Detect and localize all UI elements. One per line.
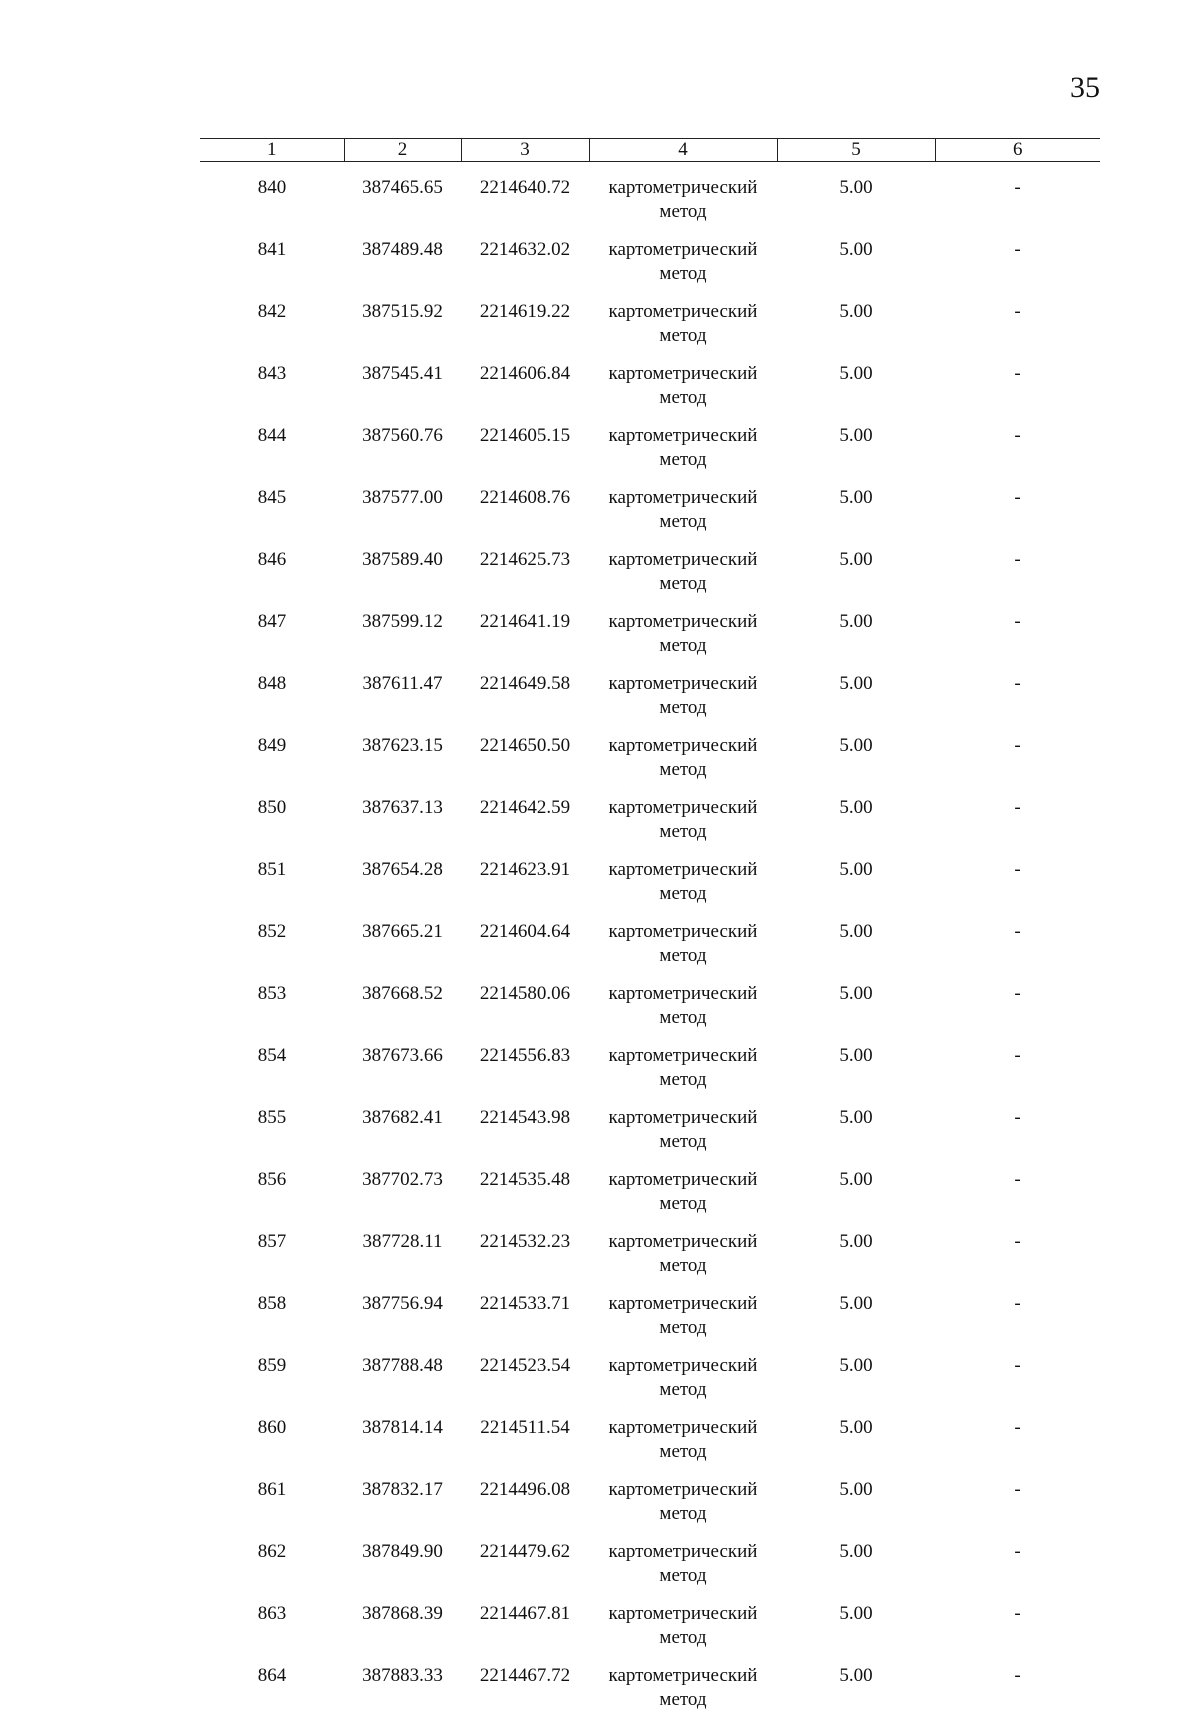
table-row <box>200 1278 1100 1340</box>
table-header <box>200 139 1100 162</box>
method-cell <box>589 1030 777 1092</box>
point-number-cell: 854 <box>200 1030 344 1092</box>
x-coordinate-cell: 387849.90 <box>344 1526 461 1588</box>
table-body <box>200 162 1100 1712</box>
column-header-6: 6 <box>935 139 1100 162</box>
method-cell <box>589 472 777 534</box>
table-row <box>200 348 1100 410</box>
point-number-cell: 862 <box>200 1526 344 1588</box>
method-cell <box>589 968 777 1030</box>
table-row <box>200 286 1100 348</box>
method-line-1: картометрический <box>589 796 777 820</box>
description-cell: - <box>935 906 1100 968</box>
description-cell: - <box>935 658 1100 720</box>
y-coordinate-cell: 2214496.08 <box>461 1464 589 1526</box>
description-cell: - <box>935 1030 1100 1092</box>
method-line-1: картометрический <box>589 1292 777 1316</box>
point-number-cell: 863 <box>200 1588 344 1650</box>
table-row <box>200 782 1100 844</box>
method-line-1: картометрический <box>589 1168 777 1192</box>
method-cell <box>589 1402 777 1464</box>
x-coordinate-cell: 387883.33 <box>344 1650 461 1712</box>
x-coordinate-cell: 387682.41 <box>344 1092 461 1154</box>
method-line-1: картометрический <box>589 176 777 200</box>
x-coordinate-cell: 387515.92 <box>344 286 461 348</box>
method-cell <box>589 844 777 906</box>
method-line-1: картометрический <box>589 1230 777 1254</box>
point-number-cell: 843 <box>200 348 344 410</box>
method-line-2: метод <box>589 448 777 472</box>
x-coordinate-cell: 387868.39 <box>344 1588 461 1650</box>
accuracy-cell: 5.00 <box>777 782 935 844</box>
y-coordinate-cell: 2214642.59 <box>461 782 589 844</box>
x-coordinate-cell: 387673.66 <box>344 1030 461 1092</box>
method-line-2: метод <box>589 758 777 782</box>
method-line-1: картометрический <box>589 1664 777 1688</box>
description-cell: - <box>935 1650 1100 1712</box>
accuracy-cell: 5.00 <box>777 348 935 410</box>
description-cell: - <box>935 782 1100 844</box>
y-coordinate-cell: 2214625.73 <box>461 534 589 596</box>
x-coordinate-cell: 387489.48 <box>344 224 461 286</box>
table-row <box>200 720 1100 782</box>
column-header-5: 5 <box>777 139 935 162</box>
description-cell: - <box>935 224 1100 286</box>
table-row <box>200 1588 1100 1650</box>
coordinates-table <box>200 138 1100 1712</box>
y-coordinate-cell: 2214511.54 <box>461 1402 589 1464</box>
x-coordinate-cell: 387654.28 <box>344 844 461 906</box>
y-coordinate-cell: 2214632.02 <box>461 224 589 286</box>
method-line-1: картометрический <box>589 548 777 572</box>
y-coordinate-cell: 2214604.64 <box>461 906 589 968</box>
point-number-cell: 860 <box>200 1402 344 1464</box>
method-cell <box>589 534 777 596</box>
table-row <box>200 162 1100 225</box>
x-coordinate-cell: 387728.11 <box>344 1216 461 1278</box>
description-cell: - <box>935 720 1100 782</box>
method-line-2: метод <box>589 1378 777 1402</box>
method-line-1: картометрический <box>589 920 777 944</box>
table-row <box>200 1402 1100 1464</box>
method-cell <box>589 348 777 410</box>
description-cell: - <box>935 1154 1100 1216</box>
method-cell <box>589 1588 777 1650</box>
table-row <box>200 844 1100 906</box>
x-coordinate-cell: 387623.15 <box>344 720 461 782</box>
table-row <box>200 1526 1100 1588</box>
point-number-cell: 858 <box>200 1278 344 1340</box>
accuracy-cell: 5.00 <box>777 1650 935 1712</box>
point-number-cell: 857 <box>200 1216 344 1278</box>
column-header-3: 3 <box>461 139 589 162</box>
y-coordinate-cell: 2214523.54 <box>461 1340 589 1402</box>
method-line-2: метод <box>589 944 777 968</box>
point-number-cell: 849 <box>200 720 344 782</box>
method-line-2: метод <box>589 1688 777 1712</box>
table-row <box>200 1650 1100 1712</box>
accuracy-cell: 5.00 <box>777 162 935 225</box>
method-line-2: метод <box>589 510 777 534</box>
table-row <box>200 1092 1100 1154</box>
point-number-cell: 856 <box>200 1154 344 1216</box>
x-coordinate-cell: 387668.52 <box>344 968 461 1030</box>
table-row <box>200 1030 1100 1092</box>
accuracy-cell: 5.00 <box>777 410 935 472</box>
x-coordinate-cell: 387577.00 <box>344 472 461 534</box>
accuracy-cell: 5.00 <box>777 1588 935 1650</box>
x-coordinate-cell: 387665.21 <box>344 906 461 968</box>
table-row <box>200 224 1100 286</box>
y-coordinate-cell: 2214533.71 <box>461 1278 589 1340</box>
point-number-cell: 842 <box>200 286 344 348</box>
y-coordinate-cell: 2214640.72 <box>461 162 589 225</box>
description-cell: - <box>935 162 1100 225</box>
table-row <box>200 1340 1100 1402</box>
method-cell <box>589 1526 777 1588</box>
method-line-2: метод <box>589 1192 777 1216</box>
column-header-2: 2 <box>344 139 461 162</box>
description-cell: - <box>935 1216 1100 1278</box>
method-line-1: картометрический <box>589 1540 777 1564</box>
point-number-cell: 841 <box>200 224 344 286</box>
point-number-cell: 851 <box>200 844 344 906</box>
description-cell: - <box>935 968 1100 1030</box>
description-cell: - <box>935 1588 1100 1650</box>
x-coordinate-cell: 387637.13 <box>344 782 461 844</box>
table-row <box>200 968 1100 1030</box>
x-coordinate-cell: 387756.94 <box>344 1278 461 1340</box>
y-coordinate-cell: 2214535.48 <box>461 1154 589 1216</box>
y-coordinate-cell: 2214479.62 <box>461 1526 589 1588</box>
point-number-cell: 848 <box>200 658 344 720</box>
table-row <box>200 1154 1100 1216</box>
description-cell: - <box>935 472 1100 534</box>
x-coordinate-cell: 387589.40 <box>344 534 461 596</box>
method-line-2: метод <box>589 1068 777 1092</box>
accuracy-cell: 5.00 <box>777 906 935 968</box>
method-cell <box>589 720 777 782</box>
description-cell: - <box>935 410 1100 472</box>
description-cell: - <box>935 1464 1100 1526</box>
method-line-1: картометрический <box>589 1044 777 1068</box>
description-cell: - <box>935 844 1100 906</box>
method-cell <box>589 1278 777 1340</box>
point-number-cell: 855 <box>200 1092 344 1154</box>
method-line-1: картометрический <box>589 1602 777 1626</box>
method-line-1: картометрический <box>589 982 777 1006</box>
accuracy-cell: 5.00 <box>777 1092 935 1154</box>
accuracy-cell: 5.00 <box>777 1402 935 1464</box>
y-coordinate-cell: 2214606.84 <box>461 348 589 410</box>
point-number-cell: 853 <box>200 968 344 1030</box>
method-cell <box>589 596 777 658</box>
method-line-2: метод <box>589 882 777 906</box>
y-coordinate-cell: 2214467.72 <box>461 1650 589 1712</box>
point-number-cell: 852 <box>200 906 344 968</box>
y-coordinate-cell: 2214532.23 <box>461 1216 589 1278</box>
x-coordinate-cell: 387788.48 <box>344 1340 461 1402</box>
method-line-1: картометрический <box>589 672 777 696</box>
method-line-1: картометрический <box>589 734 777 758</box>
y-coordinate-cell: 2214605.15 <box>461 410 589 472</box>
method-line-2: метод <box>589 1006 777 1030</box>
point-number-cell: 864 <box>200 1650 344 1712</box>
description-cell: - <box>935 348 1100 410</box>
method-line-2: метод <box>589 324 777 348</box>
point-number-cell: 846 <box>200 534 344 596</box>
y-coordinate-cell: 2214556.83 <box>461 1030 589 1092</box>
y-coordinate-cell: 2214608.76 <box>461 472 589 534</box>
x-coordinate-cell: 387611.47 <box>344 658 461 720</box>
method-cell <box>589 162 777 225</box>
method-line-2: метод <box>589 386 777 410</box>
column-header-1: 1 <box>200 139 344 162</box>
point-number-cell: 840 <box>200 162 344 225</box>
point-number-cell: 844 <box>200 410 344 472</box>
method-cell <box>589 1650 777 1712</box>
column-header-4: 4 <box>589 139 777 162</box>
accuracy-cell: 5.00 <box>777 720 935 782</box>
table-row <box>200 906 1100 968</box>
method-line-2: метод <box>589 634 777 658</box>
accuracy-cell: 5.00 <box>777 1464 935 1526</box>
method-line-2: метод <box>589 1316 777 1340</box>
description-cell: - <box>935 1092 1100 1154</box>
method-line-1: картометрический <box>589 424 777 448</box>
accuracy-cell: 5.00 <box>777 596 935 658</box>
table-row <box>200 658 1100 720</box>
method-cell <box>589 906 777 968</box>
accuracy-cell: 5.00 <box>777 968 935 1030</box>
x-coordinate-cell: 387560.76 <box>344 410 461 472</box>
method-cell <box>589 224 777 286</box>
point-number-cell: 850 <box>200 782 344 844</box>
description-cell: - <box>935 1278 1100 1340</box>
point-number-cell: 859 <box>200 1340 344 1402</box>
method-line-1: картометрический <box>589 300 777 324</box>
y-coordinate-cell: 2214580.06 <box>461 968 589 1030</box>
header-row <box>200 139 1100 162</box>
table-row <box>200 534 1100 596</box>
method-line-1: картометрический <box>589 238 777 262</box>
method-line-2: метод <box>589 1440 777 1464</box>
method-line-2: метод <box>589 696 777 720</box>
method-line-1: картометрический <box>589 1354 777 1378</box>
description-cell: - <box>935 1340 1100 1402</box>
description-cell: - <box>935 1526 1100 1588</box>
method-line-1: картометрический <box>589 1106 777 1130</box>
method-line-1: картометрический <box>589 1478 777 1502</box>
method-cell <box>589 1464 777 1526</box>
accuracy-cell: 5.00 <box>777 224 935 286</box>
method-cell <box>589 658 777 720</box>
y-coordinate-cell: 2214649.58 <box>461 658 589 720</box>
method-line-2: метод <box>589 262 777 286</box>
accuracy-cell: 5.00 <box>777 1030 935 1092</box>
method-line-1: картометрический <box>589 1416 777 1440</box>
x-coordinate-cell: 387599.12 <box>344 596 461 658</box>
point-number-cell: 845 <box>200 472 344 534</box>
method-cell <box>589 782 777 844</box>
x-coordinate-cell: 387545.41 <box>344 348 461 410</box>
method-cell <box>589 1216 777 1278</box>
method-cell <box>589 286 777 348</box>
accuracy-cell: 5.00 <box>777 658 935 720</box>
method-line-2: метод <box>589 1626 777 1650</box>
method-line-1: картометрический <box>589 610 777 634</box>
method-line-2: метод <box>589 820 777 844</box>
accuracy-cell: 5.00 <box>777 286 935 348</box>
x-coordinate-cell: 387832.17 <box>344 1464 461 1526</box>
table-row <box>200 410 1100 472</box>
method-line-2: метод <box>589 1564 777 1588</box>
method-line-2: метод <box>589 1254 777 1278</box>
method-cell <box>589 1154 777 1216</box>
table-row <box>200 472 1100 534</box>
method-line-1: картометрический <box>589 858 777 882</box>
method-cell <box>589 1092 777 1154</box>
y-coordinate-cell: 2214650.50 <box>461 720 589 782</box>
method-line-2: метод <box>589 1502 777 1526</box>
accuracy-cell: 5.00 <box>777 1526 935 1588</box>
table-row <box>200 596 1100 658</box>
method-line-2: метод <box>589 572 777 596</box>
point-number-cell: 847 <box>200 596 344 658</box>
method-line-1: картометрический <box>589 362 777 386</box>
description-cell: - <box>935 1402 1100 1464</box>
accuracy-cell: 5.00 <box>777 534 935 596</box>
point-number-cell: 861 <box>200 1464 344 1526</box>
accuracy-cell: 5.00 <box>777 1278 935 1340</box>
page-number: 35 <box>1000 68 1100 108</box>
description-cell: - <box>935 534 1100 596</box>
table-row <box>200 1216 1100 1278</box>
description-cell: - <box>935 286 1100 348</box>
y-coordinate-cell: 2214641.19 <box>461 596 589 658</box>
y-coordinate-cell: 2214543.98 <box>461 1092 589 1154</box>
method-line-2: метод <box>589 1130 777 1154</box>
method-line-2: метод <box>589 200 777 224</box>
y-coordinate-cell: 2214619.22 <box>461 286 589 348</box>
method-cell <box>589 1340 777 1402</box>
method-line-1: картометрический <box>589 486 777 510</box>
description-cell: - <box>935 596 1100 658</box>
accuracy-cell: 5.00 <box>777 844 935 906</box>
table-row <box>200 1464 1100 1526</box>
accuracy-cell: 5.00 <box>777 1340 935 1402</box>
x-coordinate-cell: 387814.14 <box>344 1402 461 1464</box>
y-coordinate-cell: 2214623.91 <box>461 844 589 906</box>
accuracy-cell: 5.00 <box>777 472 935 534</box>
y-coordinate-cell: 2214467.81 <box>461 1588 589 1650</box>
x-coordinate-cell: 387465.65 <box>344 162 461 225</box>
x-coordinate-cell: 387702.73 <box>344 1154 461 1216</box>
method-cell <box>589 410 777 472</box>
accuracy-cell: 5.00 <box>777 1216 935 1278</box>
accuracy-cell: 5.00 <box>777 1154 935 1216</box>
